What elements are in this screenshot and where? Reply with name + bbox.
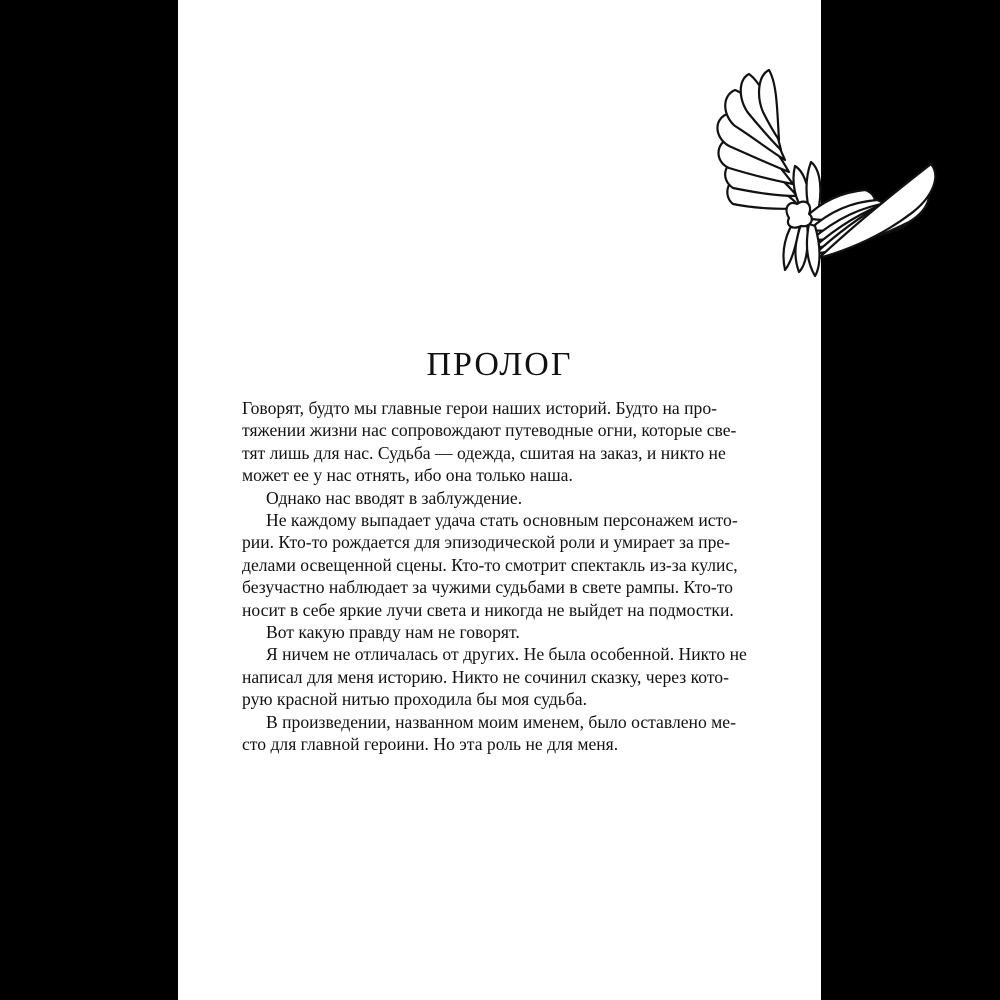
text-line: делами освещенной сцены. Кто-то смотрит спектакль из-за кулис, [242, 554, 738, 575]
text-line: носит в себе яркие лучи света и никогда не выйдет на подмостки. [242, 599, 734, 620]
text-line: В произведении, названном моим именем, было оставлено ме- [266, 711, 736, 732]
text-line: сто для главной героини. Но эта роль не для меня. [242, 734, 619, 755]
text-line: Не каждому выпадает удача стать основным персонажем исто- [266, 510, 738, 531]
text-line: безучастно наблюдает за чужими судьбами в свете рампы. Кто-то [242, 577, 733, 598]
prologue-text [242, 397, 747, 756]
text-line: тят лишь для нас. Судьба — одежда, сшитая на заказ, и никто не [242, 442, 726, 463]
text-line: рую красной нитью проходила бы моя судьба. [242, 689, 587, 710]
text-line: Говорят, будто мы главные герои наших историй. Будто на про- [242, 398, 717, 418]
text-line: рии. Кто-то рождается для эпизодической роли и умирает за пре- [242, 532, 731, 553]
book-page [178, 0, 821, 1000]
text-line: Вот какую правду нам не говорят. [266, 622, 520, 643]
angel-wings-icon [543, 68, 938, 280]
text-line: Однако нас вводят в заблуждение. [266, 487, 523, 508]
chapter-title: ПРОЛОГ [426, 346, 573, 383]
text-line: тяжении жизни нас сопровождают путеводные огни, которые све- [242, 420, 737, 441]
text-line: Я ничем не отличалась от других. Не была особенной. Никто не [266, 644, 747, 665]
text-line: написал для меня историю. Никто не сочинил сказку, через кото- [242, 666, 729, 687]
text-line: может ее у нас отнять, ибо она только наша. [242, 465, 573, 486]
